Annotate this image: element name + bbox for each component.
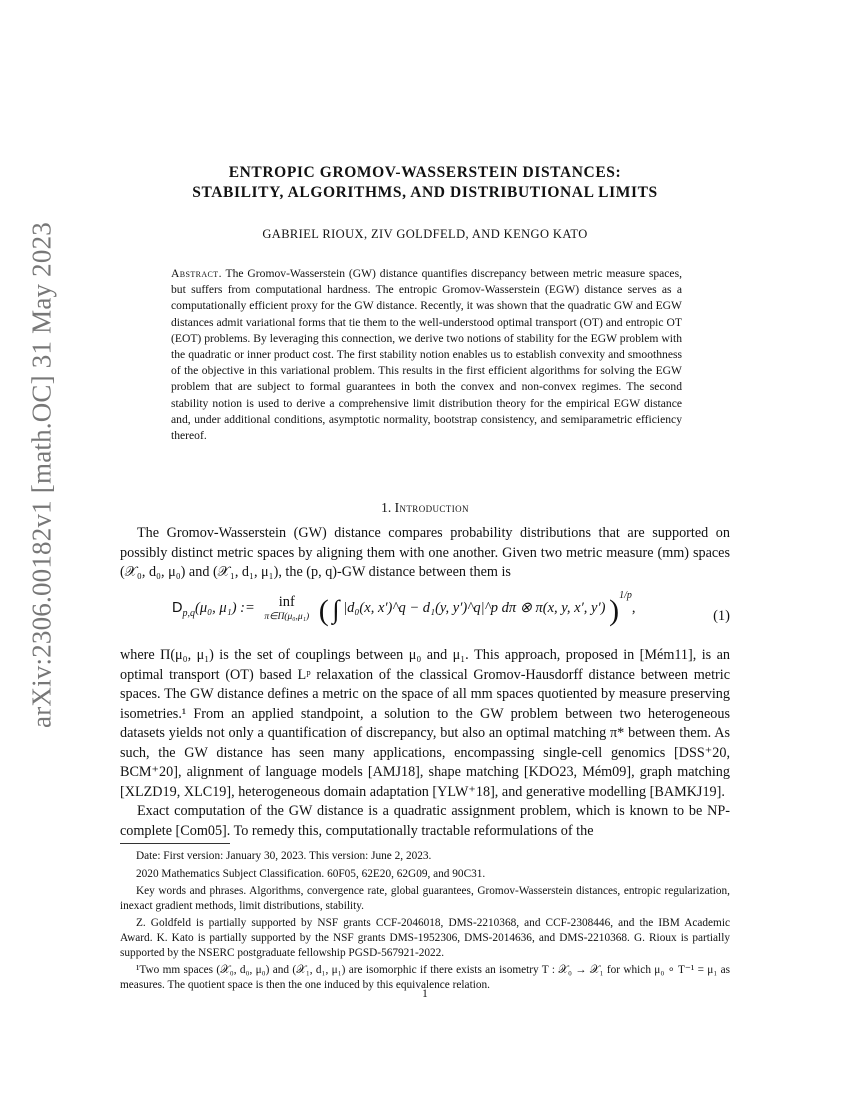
footnote-support: Z. Goldfeld is partially supported by NSF grants CCF-2046018, DMS-2210368, and CCF-2308446, and the IBM Academic Award. K. Kato is partially supported by the NSF grants DMS-1952306, DMS-2014636, and DMS-2210368. G. Rioux is partially supported by the NSERC postgraduate fellowship PGSD-567921-2022. [120, 917, 730, 959]
intro-text-1b: where Π(μ₀, μ₁) is the set of couplings between μ₀ and μ₁. This approach, proposed in [Mém11], is an optimal transport (OT) based Lᵖ relaxation of the classical Gromov-Hausdorff distance between metric spaces. The GW distance defines a metric on the space of all mm spaces quotiented by measure preserving isometries.¹ From an applied standpoint, a solution to the GW problem between two heterogeneous datasets yields not only a quantification of discrepancy, but also an optimal matching π* between them. As such, the GW distance has seen many applications, encompassing single-cell genomics [DSS⁺20, BCM⁺20], alignment of language models [AMJ18], shape matching [KDO23, Mém09], graph matching [XLZD19, XLC19], heterogeneous domain adaptation [YLW⁺18], and generative modelling [BAMKJ19]. [120, 647, 730, 800]
paper-title-line-2: STABILITY, ALGORITHMS, AND DISTRIBUTIONAL LIMITS [192, 184, 658, 201]
abstract [171, 266, 682, 444]
eq-lhs: D [172, 600, 183, 616]
paper-title-line-1: ENTROPIC GROMOV-WASSERSTEIN DISTANCES: [228, 164, 622, 181]
footnote-1: ¹Two mm spaces (𝒳₀, d₀, μ₀) and (𝒳₁, d₁, μ₁) are isomorphic if there exists an isometry T : 𝒳₀ → 𝒳₁ for which μ₀ ∘ T⁻¹ = μ₁ as measures. The quotient space is then the one induced by this equivalence relation. [120, 964, 730, 991]
eq-inf-sub: π∈Π(μ₀,μ₁) [264, 612, 310, 622]
eq-lhs-sub: p,q [182, 607, 195, 619]
section-heading [0, 500, 850, 516]
footnote-keywords: Key words and phrases. Algorithms, convergence rate, global guarantees, Gromov-Wasserstein distances, entropic regularization, inexact gradient methods, limit distributions, stability. [120, 885, 730, 912]
author-list: GABRIEL RIOUX, ZIV GOLDFELD, AND KENGO KATO [262, 227, 588, 241]
footnote-msc: 2020 Mathematics Subject Classification. 60F05, 62E20, 62G09, and 90C31. [136, 867, 486, 880]
footnotes [120, 849, 730, 995]
footnote-date: Date: First version: January 30, 2023. This version: June 2, 2023. [136, 850, 432, 862]
arxiv-identifier-text: arXiv:2306.00182v1 [math.OC] 31 May 2023 [26, 222, 57, 728]
eq-inf: inf [278, 594, 295, 610]
equation-number: (1) [713, 608, 730, 624]
section-number: 1. [381, 500, 392, 515]
equation-content: $D_{p,q}(\mu_0$, μ₁) := inf π∈Π(μ₀,μ₁) ( ∫ |d₀(x, x′)^q − d₁(y, y′)^q|^p dπ ⊗ π(x, y, x′, y′) )$^{1/p}$, [172, 590, 636, 627]
eq-exponent: 1/p [619, 590, 632, 601]
intro-text-2: Exact computation of the GW distance is a quadratic assignment problem, which is known to be NP-complete [Com05]. To remedy this, computationally tractable reformulations of the [120, 803, 730, 839]
abstract-text: The Gromov-Wasserstein (GW) distance quantifies discrepancy between metric measure spaces, but suffers from computational hardness. The entropic Gromov-Wasserstein (EGW) distance serves as a computationally efficient proxy for the GW distance. Recently, it was shown that the quadratic GW and EGW distances admit variational forms that tie them to the well-understood optimal transport (OT) and entropic OT (EOT) problems. By leveraging this connection, we derive two notions of stability for the EGW problem with the quadratic or inner product cost. The first stability notion enables us to establish convexity and smoothness of the objective in this variational problem. This results in the first efficient algorithms for solving the EGW problem that are subject to formal guarantees in both the convex and non-convex regimes. The second stability notion is used to derive a comprehensive limit distribution theory for the empirical EGW distance and, under additional conditions, asymptotic normality, bootstrap consistency, and semiparametric efficiency thereof. [171, 267, 682, 443]
page-number: 1 [422, 988, 428, 1000]
arxiv-identifier-sidebar [22, 222, 62, 728]
section-title: Introduction [394, 500, 469, 515]
intro-paragraph-1a [120, 524, 730, 583]
footnote-rule [120, 843, 230, 844]
equation-1 [120, 590, 730, 640]
eq-body: |d₀(x, x′)^q − d₁(y, y′)^q|^p dπ ⊗ π(x, y, x′, y′) [343, 600, 606, 616]
intro-paragraph-1b [120, 646, 730, 841]
eq-args: (μ₀, μ₁) := [194, 600, 255, 616]
abstract-label: Abstract. [171, 267, 222, 280]
intro-text-1a: The Gromov-Wasserstein (GW) distance compares probability distributions that are supported on possibly distinct metric spaces by aligning them with one another. Given two metric measure (mm) spaces (𝒳₀, d₀, μ₀) and (𝒳₁, d₁, μ₁), the (p, q)-GW distance between them is [120, 525, 730, 580]
